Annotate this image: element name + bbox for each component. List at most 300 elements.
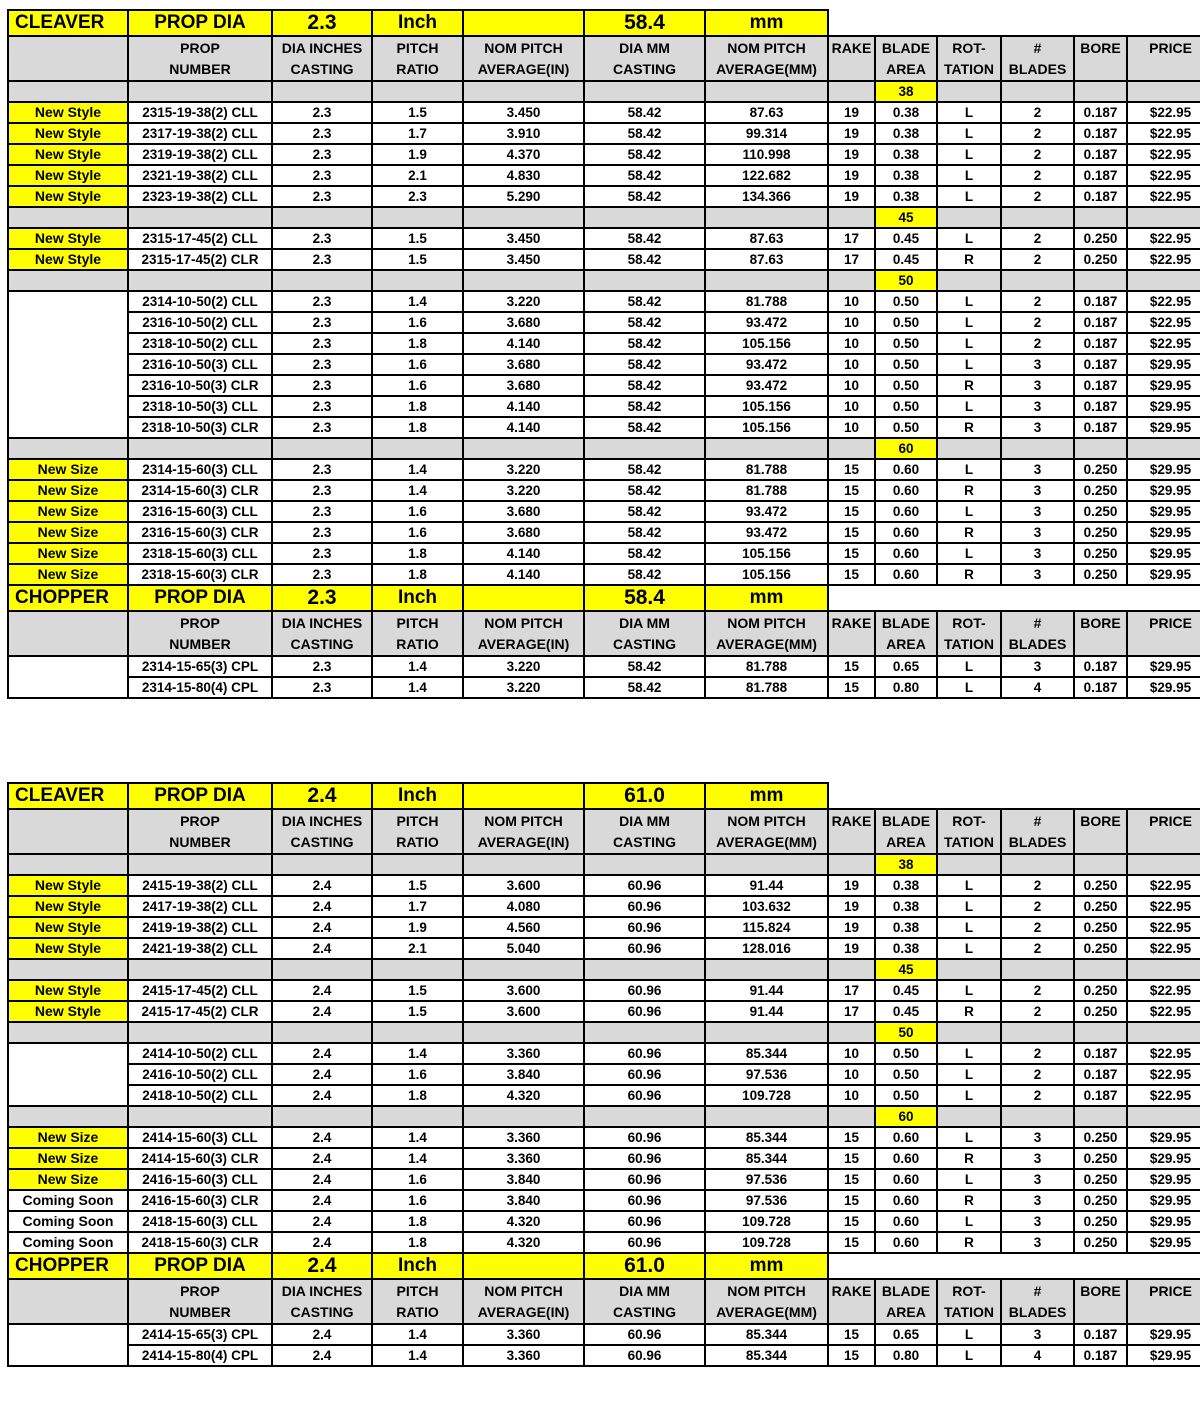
rake: 15 [828, 501, 875, 522]
group-spacer-cell [1074, 81, 1127, 102]
dia-mm: 58.42 [584, 677, 705, 698]
nom-pitch-mm: 128.016 [705, 938, 828, 959]
prop-type: CLEAVER [8, 783, 128, 809]
blade-area: 0.60 [875, 1190, 937, 1211]
group-spacer-cell [1074, 270, 1127, 291]
dia-inches: 2.3 [272, 564, 372, 585]
price: $29.95 [1127, 1127, 1200, 1148]
bore: 0.250 [1074, 522, 1127, 543]
price: $29.95 [1127, 677, 1200, 698]
blade-area: 0.45 [875, 228, 937, 249]
blade-count: 3 [1001, 501, 1074, 522]
blade-area: 0.60 [875, 564, 937, 585]
pitch-ratio: 1.6 [372, 375, 463, 396]
prop-number: 2316-15-60(3) CLL [128, 501, 272, 522]
rake: 19 [828, 186, 875, 207]
rotation: L [937, 186, 1001, 207]
rake: 10 [828, 396, 875, 417]
blade-area: 0.50 [875, 1064, 937, 1085]
group-spacer-cell [128, 438, 272, 459]
product-row [8, 1190, 1200, 1211]
prop-number: 2315-17-45(2) CLL [128, 228, 272, 249]
bore: 0.250 [1074, 980, 1127, 1001]
column-header [705, 611, 828, 656]
nom-pitch-in: 3.600 [463, 1001, 584, 1022]
group-spacer-cell [1074, 1022, 1127, 1043]
group-spacer-cell [463, 270, 584, 291]
pitch-ratio: 1.4 [372, 1148, 463, 1169]
prop-number: 2416-10-50(2) CLL [128, 1064, 272, 1085]
dia-mm: 60.96 [584, 1211, 705, 1232]
dia-mm: 58.42 [584, 333, 705, 354]
blade-count: 3 [1001, 459, 1074, 480]
group-spacer-cell [828, 1106, 875, 1127]
column-header [128, 611, 272, 656]
header-line-2: AVERAGE(IN) [477, 834, 570, 850]
blade-count: 2 [1001, 980, 1074, 1001]
nom-pitch-mm: 115.824 [705, 917, 828, 938]
dia-mm: 58.42 [584, 228, 705, 249]
prop-number: 2414-15-65(3) CPL [128, 1324, 272, 1345]
header-line-2: TATION [943, 61, 995, 77]
group-spacer-cell [1127, 1106, 1200, 1127]
blade-area: 0.65 [875, 656, 937, 677]
dia-mm: 58.42 [584, 543, 705, 564]
product-row [8, 1211, 1200, 1232]
header-line-1: ROT- [952, 615, 986, 631]
rake: 19 [828, 144, 875, 165]
dia-inches: 2.3 [272, 375, 372, 396]
blade-area: 0.50 [875, 354, 937, 375]
bore: 0.187 [1074, 123, 1127, 144]
cleaver-title-row [8, 10, 1200, 36]
nom-pitch-in: 3.680 [463, 522, 584, 543]
prop-number: 2414-10-50(2) CLL [128, 1043, 272, 1064]
pitch-ratio: 1.9 [372, 144, 463, 165]
column-header [372, 36, 463, 81]
blade-area: 0.60 [875, 501, 937, 522]
blade-count: 3 [1001, 522, 1074, 543]
bore: 0.187 [1074, 165, 1127, 186]
status-tag: New Size [8, 1127, 128, 1148]
nom-pitch-mm: 85.344 [705, 1043, 828, 1064]
rotation: L [937, 228, 1001, 249]
dia-mm: 58.42 [584, 459, 705, 480]
header-line-2: CASTING [290, 1304, 354, 1320]
blade-area: 0.38 [875, 938, 937, 959]
dia-inches: 2.3 [272, 291, 372, 312]
product-row [8, 1085, 1200, 1106]
column-header-row [8, 611, 1200, 656]
header-line-1: PITCH [396, 813, 439, 829]
group-spacer-cell [1001, 270, 1074, 291]
dia-mm: 60.96 [584, 1345, 705, 1366]
header-line-1: PROP [180, 813, 220, 829]
blade-area: 0.50 [875, 396, 937, 417]
dia-mm-value: 61.0 [584, 1253, 705, 1279]
price: $29.95 [1127, 1324, 1200, 1345]
blade-area-group-row [8, 1022, 1200, 1043]
chopper-title-row [8, 585, 1200, 611]
dia-inches: 2.3 [272, 123, 372, 144]
rake: 10 [828, 1064, 875, 1085]
header-line-1: PITCH [396, 615, 439, 631]
dia-inches: 2.4 [272, 1169, 372, 1190]
price: $29.95 [1127, 656, 1200, 677]
dia-mm: 58.42 [584, 102, 705, 123]
header-line-1: BORE [1080, 813, 1121, 829]
rake: 15 [828, 1127, 875, 1148]
dia-mm: 58.42 [584, 123, 705, 144]
nom-pitch-mm: 87.63 [705, 102, 828, 123]
column-header-row [8, 809, 1200, 854]
dia-inches: 2.3 [272, 102, 372, 123]
nom-pitch-mm: 99.314 [705, 123, 828, 144]
blade-area-group-row [8, 1106, 1200, 1127]
rotation: R [937, 1232, 1001, 1253]
dia-mm: 60.96 [584, 1190, 705, 1211]
dia-inches-value: 2.4 [272, 1253, 372, 1279]
column-header [584, 36, 705, 81]
bore: 0.187 [1074, 1043, 1127, 1064]
group-spacer-cell [272, 959, 372, 980]
product-row [8, 1001, 1200, 1022]
dia-inches: 2.4 [272, 1324, 372, 1345]
product-row [8, 165, 1200, 186]
rotation: R [937, 564, 1001, 585]
blade-count: 3 [1001, 480, 1074, 501]
nom-pitch-mm: 109.728 [705, 1211, 828, 1232]
product-row [8, 291, 1200, 312]
bore: 0.187 [1074, 312, 1127, 333]
group-spacer-cell [937, 1022, 1001, 1043]
nom-pitch-in: 3.220 [463, 459, 584, 480]
prop-number: 2315-19-38(2) CLL [128, 102, 272, 123]
title-spacer [463, 10, 584, 36]
group-spacer-cell [8, 207, 128, 228]
bore: 0.187 [1074, 1085, 1127, 1106]
blade-count: 2 [1001, 102, 1074, 123]
group-spacer-cell [463, 1022, 584, 1043]
column-header [8, 809, 128, 854]
group-spacer-cell [937, 959, 1001, 980]
nom-pitch-mm: 81.788 [705, 291, 828, 312]
prop-number: 2419-19-38(2) CLL [128, 917, 272, 938]
prop-number: 2316-10-50(3) CLR [128, 375, 272, 396]
pitch-ratio: 1.5 [372, 875, 463, 896]
column-header [372, 1279, 463, 1324]
status-tag-blank [8, 291, 128, 438]
dia-mm: 58.42 [584, 291, 705, 312]
header-line-1: DIA MM [619, 615, 670, 631]
nom-pitch-mm: 109.728 [705, 1232, 828, 1253]
blade-area: 0.65 [875, 1324, 937, 1345]
nom-pitch-mm: 85.344 [705, 1148, 828, 1169]
status-tag: New Style [8, 228, 128, 249]
nom-pitch-in: 5.290 [463, 186, 584, 207]
blade-area: 0.50 [875, 291, 937, 312]
group-spacer-cell [128, 959, 272, 980]
column-header [8, 1279, 128, 1324]
dia-mm: 60.96 [584, 938, 705, 959]
status-tag: New Style [8, 123, 128, 144]
nom-pitch-in: 3.360 [463, 1148, 584, 1169]
status-tag: Coming Soon [8, 1190, 128, 1211]
bore: 0.250 [1074, 1148, 1127, 1169]
nom-pitch-in: 3.360 [463, 1127, 584, 1148]
blade-area-group-label: 60 [875, 438, 937, 459]
header-line-2: BLADES [1008, 636, 1067, 652]
pitch-ratio: 1.5 [372, 249, 463, 270]
prop-number: 2414-15-60(3) CLR [128, 1148, 272, 1169]
prop-number: 2415-17-45(2) CLR [128, 1001, 272, 1022]
bore: 0.250 [1074, 1169, 1127, 1190]
prop-number: 2318-10-50(3) CLR [128, 417, 272, 438]
group-spacer-cell [272, 854, 372, 875]
rotation: R [937, 375, 1001, 396]
header-line-2: CASTING [613, 1304, 676, 1320]
blade-count: 2 [1001, 228, 1074, 249]
blade-count: 2 [1001, 144, 1074, 165]
pitch-ratio: 1.6 [372, 312, 463, 333]
blade-count: 2 [1001, 917, 1074, 938]
header-line-1: PRICE [1149, 40, 1192, 56]
nom-pitch-in: 4.830 [463, 165, 584, 186]
prop-number: 2321-19-38(2) CLL [128, 165, 272, 186]
status-tag: Coming Soon [8, 1211, 128, 1232]
column-header [372, 809, 463, 854]
nom-pitch-in: 3.360 [463, 1345, 584, 1366]
column-header [584, 1279, 705, 1324]
pitch-ratio: 2.3 [372, 186, 463, 207]
column-header [705, 36, 828, 81]
blade-area-group-row [8, 438, 1200, 459]
title-blank [828, 783, 1200, 809]
status-tag: New Style [8, 249, 128, 270]
rotation: L [937, 501, 1001, 522]
pitch-ratio: 1.8 [372, 543, 463, 564]
blade-area: 0.45 [875, 249, 937, 270]
group-spacer-cell [128, 207, 272, 228]
group-spacer-cell [372, 270, 463, 291]
pitch-ratio: 1.6 [372, 354, 463, 375]
header-line-1: DIA MM [619, 1283, 670, 1299]
nom-pitch-in: 3.680 [463, 375, 584, 396]
header-line-1: NOM PITCH [727, 40, 806, 56]
prop-dia-label: PROP DIA [128, 585, 272, 611]
price: $29.95 [1127, 1232, 1200, 1253]
header-line-2: RATIO [396, 61, 439, 77]
dia-mm: 58.42 [584, 501, 705, 522]
group-spacer-cell [463, 959, 584, 980]
nom-pitch-in: 3.220 [463, 291, 584, 312]
blade-area: 0.50 [875, 333, 937, 354]
dia-inches: 2.3 [272, 396, 372, 417]
nom-pitch-mm: 109.728 [705, 1085, 828, 1106]
blade-count: 3 [1001, 1211, 1074, 1232]
bore: 0.187 [1074, 396, 1127, 417]
blade-area: 0.60 [875, 1148, 937, 1169]
blade-area: 0.60 [875, 543, 937, 564]
nom-pitch-in: 3.220 [463, 656, 584, 677]
header-line-2: AVERAGE(IN) [477, 636, 570, 652]
dia-inches: 2.3 [272, 522, 372, 543]
group-spacer-cell [584, 81, 705, 102]
nom-pitch-mm: 103.632 [705, 896, 828, 917]
header-line-2: AREA [886, 61, 926, 77]
header-line-1: RAKE [831, 615, 872, 631]
dia-inches: 2.3 [272, 677, 372, 698]
rake: 17 [828, 980, 875, 1001]
rake: 15 [828, 1324, 875, 1345]
blade-area: 0.60 [875, 1169, 937, 1190]
blade-area-group-label: 50 [875, 270, 937, 291]
nom-pitch-in: 3.450 [463, 249, 584, 270]
dia-mm: 58.42 [584, 354, 705, 375]
status-tag: New Style [8, 186, 128, 207]
dia-inches: 2.4 [272, 1190, 372, 1211]
dia-inches: 2.4 [272, 938, 372, 959]
nom-pitch-mm: 87.63 [705, 228, 828, 249]
inch-unit: Inch [372, 783, 463, 809]
rotation: L [937, 165, 1001, 186]
bore: 0.250 [1074, 480, 1127, 501]
header-line-2: CASTING [613, 636, 676, 652]
blade-area: 0.60 [875, 1211, 937, 1232]
blade-count: 3 [1001, 1324, 1074, 1345]
blade-area: 0.38 [875, 917, 937, 938]
header-line-1: BLADE [881, 1283, 931, 1299]
group-spacer-cell [705, 438, 828, 459]
nom-pitch-in: 4.140 [463, 564, 584, 585]
product-row [8, 186, 1200, 207]
nom-pitch-in: 3.680 [463, 501, 584, 522]
blade-count: 2 [1001, 1043, 1074, 1064]
dia-mm: 60.96 [584, 917, 705, 938]
pitch-ratio: 1.6 [372, 522, 463, 543]
pitch-ratio: 1.4 [372, 291, 463, 312]
price: $29.95 [1127, 1345, 1200, 1366]
status-tag: New Style [8, 165, 128, 186]
blade-count: 2 [1001, 896, 1074, 917]
prop-number: 2416-15-60(3) CLR [128, 1190, 272, 1211]
title-spacer [463, 783, 584, 809]
bore: 0.250 [1074, 228, 1127, 249]
prop-type: CHOPPER [8, 1253, 128, 1279]
nom-pitch-in: 4.080 [463, 896, 584, 917]
column-header [1074, 611, 1127, 656]
dia-inches: 2.3 [272, 543, 372, 564]
header-line-2: CASTING [613, 61, 676, 77]
nom-pitch-mm: 81.788 [705, 480, 828, 501]
group-spacer-cell [1001, 854, 1074, 875]
bore: 0.250 [1074, 1211, 1127, 1232]
nom-pitch-in: 3.840 [463, 1064, 584, 1085]
price-block-2-4 [7, 782, 1194, 1367]
rake: 15 [828, 656, 875, 677]
group-spacer-cell [8, 959, 128, 980]
blade-count: 2 [1001, 186, 1074, 207]
column-header [1127, 611, 1200, 656]
header-line-1: PROP [180, 615, 220, 631]
product-row [8, 917, 1200, 938]
nom-pitch-in: 3.680 [463, 354, 584, 375]
product-row [8, 522, 1200, 543]
inch-unit: Inch [372, 585, 463, 611]
nom-pitch-mm: 134.366 [705, 186, 828, 207]
rake: 15 [828, 480, 875, 501]
blade-area: 0.50 [875, 1043, 937, 1064]
pitch-ratio: 1.4 [372, 1324, 463, 1345]
column-header [937, 1279, 1001, 1324]
pitch-ratio: 1.8 [372, 396, 463, 417]
bore: 0.250 [1074, 501, 1127, 522]
blade-count: 3 [1001, 543, 1074, 564]
header-line-2: BLADES [1008, 834, 1067, 850]
rake: 15 [828, 543, 875, 564]
header-line-1: DIA INCHES [281, 615, 363, 631]
header-line-1: RAKE [831, 813, 872, 829]
column-header [1001, 809, 1074, 854]
price: $29.95 [1127, 522, 1200, 543]
group-spacer-cell [8, 1106, 128, 1127]
pitch-ratio: 2.1 [372, 938, 463, 959]
price-table [7, 9, 1200, 699]
column-header [463, 809, 584, 854]
group-spacer-cell [705, 1022, 828, 1043]
price: $22.95 [1127, 1085, 1200, 1106]
nom-pitch-mm: 81.788 [705, 459, 828, 480]
blade-count: 4 [1001, 1345, 1074, 1366]
nom-pitch-in: 4.320 [463, 1211, 584, 1232]
status-tag: New Style [8, 102, 128, 123]
blade-count: 3 [1001, 396, 1074, 417]
rotation: R [937, 417, 1001, 438]
dia-inches: 2.4 [272, 917, 372, 938]
blade-count: 2 [1001, 1001, 1074, 1022]
group-spacer-cell [1074, 854, 1127, 875]
header-line-1: BORE [1080, 615, 1121, 631]
rake: 19 [828, 917, 875, 938]
pitch-ratio: 1.6 [372, 1064, 463, 1085]
blade-area-group-row [8, 959, 1200, 980]
header-line-2: AREA [886, 834, 926, 850]
blade-count: 2 [1001, 1064, 1074, 1085]
dia-inches: 2.4 [272, 896, 372, 917]
dia-mm: 60.96 [584, 896, 705, 917]
bore: 0.250 [1074, 249, 1127, 270]
nom-pitch-mm: 122.682 [705, 165, 828, 186]
dia-mm: 60.96 [584, 1324, 705, 1345]
group-spacer-cell [128, 854, 272, 875]
blade-area-group-row [8, 270, 1200, 291]
pitch-ratio: 1.6 [372, 1190, 463, 1211]
nom-pitch-in: 4.560 [463, 917, 584, 938]
dia-mm: 58.42 [584, 249, 705, 270]
dia-inches: 2.4 [272, 1211, 372, 1232]
group-spacer-cell [8, 854, 128, 875]
header-line-1: # [1033, 615, 1042, 631]
rotation: L [937, 1127, 1001, 1148]
price: $29.95 [1127, 1190, 1200, 1211]
prop-dia-label: PROP DIA [128, 10, 272, 36]
bore: 0.187 [1074, 102, 1127, 123]
column-header [937, 809, 1001, 854]
product-row [8, 417, 1200, 438]
dia-mm: 58.42 [584, 564, 705, 585]
group-spacer-cell [1001, 1022, 1074, 1043]
group-spacer-cell [128, 1022, 272, 1043]
